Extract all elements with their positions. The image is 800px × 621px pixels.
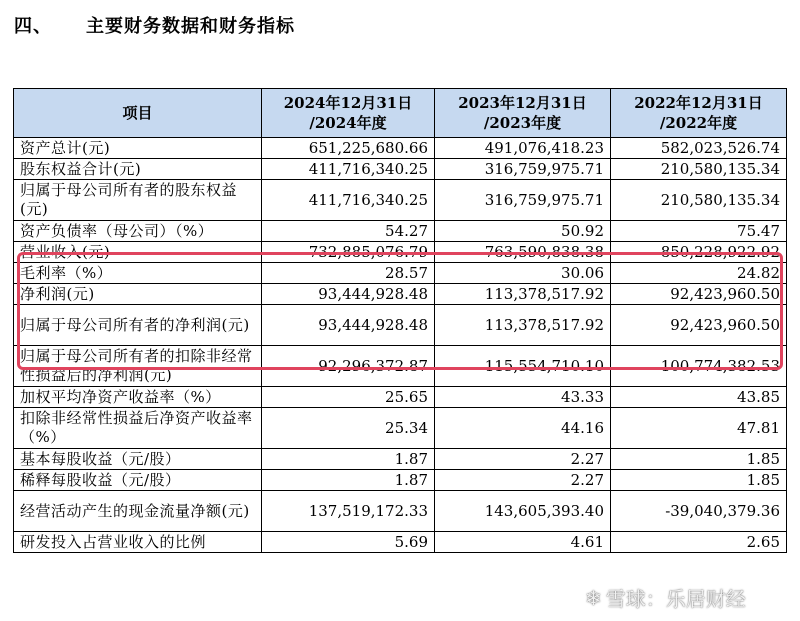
row-label: 基本每股收益（元/股）: [14, 449, 262, 470]
financial-data-table: [13, 88, 787, 553]
row-label: 经营活动产生的现金流量净额(元): [14, 491, 262, 532]
cell-2023: 113,378,517.92: [435, 284, 611, 305]
cell-2022: 92,423,960.50: [611, 305, 787, 346]
section-number: 四、: [14, 16, 52, 37]
watermark: [585, 583, 746, 612]
header-item: 项目: [14, 89, 262, 138]
cell-2022: 43.85: [611, 387, 787, 408]
table-row: [14, 449, 787, 470]
cell-2023: 143,605,393.40: [435, 491, 611, 532]
table-row: [14, 346, 787, 387]
cell-2024: 54.27: [262, 221, 435, 242]
row-label: 归属于母公司所有者的扣除非经常性损益后的净利润(元): [14, 346, 262, 387]
cell-2024: 25.34: [262, 408, 435, 449]
cell-2022: -39,040,379.36: [611, 491, 787, 532]
cell-2024: 732,885,076.79: [262, 242, 435, 263]
cell-2024: 5.69: [262, 532, 435, 553]
cell-2023: 113,378,517.92: [435, 305, 611, 346]
cell-2024: 93,444,928.48: [262, 284, 435, 305]
table-row: [14, 470, 787, 491]
table-row: [14, 159, 787, 180]
cell-2023: 43.33: [435, 387, 611, 408]
table-row: [14, 263, 787, 284]
header-2022: 2022年12月31日 /2022年度: [611, 89, 787, 138]
cell-2024: 411,716,340.25: [262, 180, 435, 221]
table-row: [14, 284, 787, 305]
cell-2022: 210,580,135.34: [611, 159, 787, 180]
row-label: 营业收入(元): [14, 242, 262, 263]
cell-2023: 316,759,975.71: [435, 180, 611, 221]
cell-2024: 92,296,372.87: [262, 346, 435, 387]
header-2024: 2024年12月31日 /2024年度: [262, 89, 435, 138]
cell-2022: 2.65: [611, 532, 787, 553]
cell-2022: 100,774,382.53: [611, 346, 787, 387]
row-label: 毛利率（%）: [14, 263, 262, 284]
table-row: [14, 221, 787, 242]
cell-2023: 763,590,838.38: [435, 242, 611, 263]
row-label: 净利润(元): [14, 284, 262, 305]
header-2023: 2023年12月31日 /2023年度: [435, 89, 611, 138]
table-row: [14, 180, 787, 221]
row-label: 加权平均净资产收益率（%）: [14, 387, 262, 408]
row-label: 资产总计(元): [14, 138, 262, 159]
cell-2023: 316,759,975.71: [435, 159, 611, 180]
row-label: 归属于母公司所有者的股东权益(元): [14, 180, 262, 221]
cell-2023: 30.06: [435, 263, 611, 284]
table-row: [14, 242, 787, 263]
cell-2022: 47.81: [611, 408, 787, 449]
cell-2022: 24.82: [611, 263, 787, 284]
cell-2022: 1.85: [611, 449, 787, 470]
table-row: [14, 532, 787, 553]
row-label: 稀释每股收益（元/股）: [14, 470, 262, 491]
cell-2024: 411,716,340.25: [262, 159, 435, 180]
cell-2023: 115,554,710.10: [435, 346, 611, 387]
snowball-logo-icon: ❄: [585, 585, 602, 610]
table-header-row: [14, 89, 787, 138]
row-label: 扣除非经常性损益后净资产收益率（%）: [14, 408, 262, 449]
table-row: [14, 305, 787, 346]
cell-2023: 2.27: [435, 449, 611, 470]
row-label: 股东权益合计(元): [14, 159, 262, 180]
cell-2022: 92,423,960.50: [611, 284, 787, 305]
cell-2023: 2.27: [435, 470, 611, 491]
cell-2024: 93,444,928.48: [262, 305, 435, 346]
cell-2022: 210,580,135.34: [611, 180, 787, 221]
cell-2024: 1.87: [262, 470, 435, 491]
cell-2024: 28.57: [262, 263, 435, 284]
section-title: [14, 12, 295, 38]
cell-2024: 137,519,172.33: [262, 491, 435, 532]
table-row: [14, 138, 787, 159]
table-row: [14, 408, 787, 449]
watermark-text: 雪球：乐居财经: [605, 587, 746, 611]
cell-2022: 1.85: [611, 470, 787, 491]
cell-2022: 582,023,526.74: [611, 138, 787, 159]
cell-2024: 1.87: [262, 449, 435, 470]
cell-2023: 491,076,418.23: [435, 138, 611, 159]
table-row: [14, 387, 787, 408]
row-label: 资产负债率（母公司）（%）: [14, 221, 262, 242]
cell-2022: 75.47: [611, 221, 787, 242]
cell-2023: 4.61: [435, 532, 611, 553]
row-label: 研发投入占营业收入的比例: [14, 532, 262, 553]
cell-2022: 850,228,922.92: [611, 242, 787, 263]
cell-2023: 44.16: [435, 408, 611, 449]
cell-2024: 651,225,680.66: [262, 138, 435, 159]
cell-2024: 25.65: [262, 387, 435, 408]
section-heading: 主要财务数据和财务指标: [86, 16, 295, 37]
table-row: [14, 491, 787, 532]
row-label: 归属于母公司所有者的净利润(元): [14, 305, 262, 346]
cell-2023: 50.92: [435, 221, 611, 242]
